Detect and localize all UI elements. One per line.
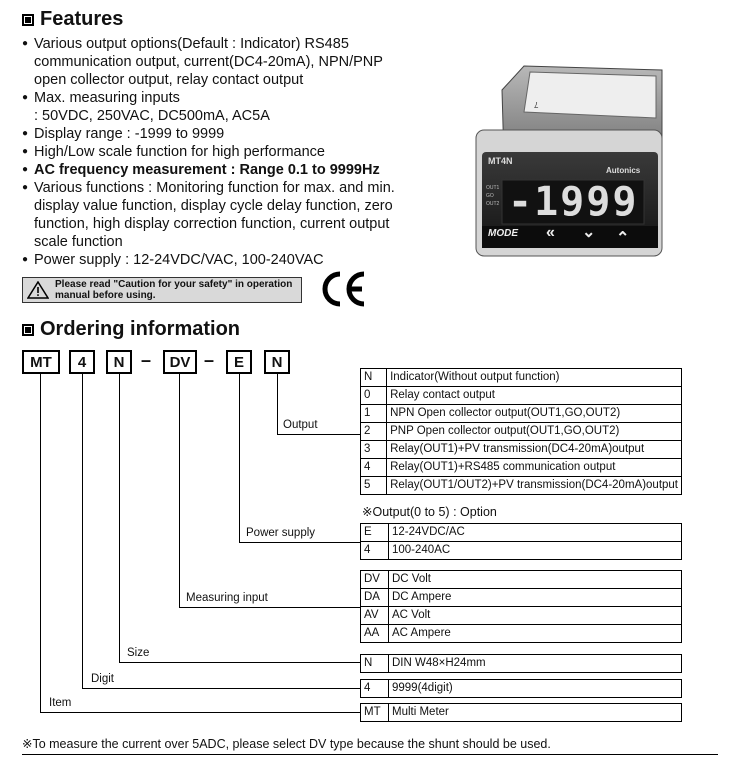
description-cell: Indicator(Without output function) [387,369,682,387]
code-box-size: N [106,350,132,374]
label-digit: Digit [91,673,115,685]
table-row [361,369,682,387]
code-cell: 0 [361,387,387,405]
ce-mark [320,270,368,313]
device-brand: Autonics [606,166,641,175]
footer-rule [22,754,718,755]
label-power-supply: Power supply [246,527,316,539]
code-dash: – [141,350,152,370]
feature-line: communication output, current(DC4-20mA), NPN/PNP [34,54,383,70]
terminal-top: 7 [534,100,539,109]
table-row [361,459,682,477]
feature-line: open collector output, relay contact output [34,72,304,88]
device-image [474,60,664,275]
table-size [360,654,682,673]
feature-line: ● Display range : -1999 to 9999 [34,126,225,142]
feature-line: ● Power supply : 12-24VDC/VAC, 100-240VAC [34,252,324,268]
feature-item [22,89,432,125]
code-cell: 2 [361,423,387,441]
code-cell: 5 [361,477,387,495]
table-row [361,387,682,405]
device-indicators: OUT1 GO OUT2 [486,185,500,207]
code-box-item: MT [22,350,60,374]
label-item: Item [49,697,72,709]
description-cell: NPN Open collector output(OUT1,GO,OUT2) [387,405,682,423]
feature-item [22,161,432,179]
ce-mark-icon [320,270,368,308]
code-cell: 3 [361,441,387,459]
up-button: ⌃ [616,230,630,247]
description-cell: DIN W48×H24mm [389,655,682,673]
table-row [361,571,682,589]
table-row [361,680,682,698]
description-cell: Relay(OUT1/OUT2)+PV transmission(DC4-20mA)output [387,477,682,495]
code-cell: N [361,655,389,673]
description-cell: Relay(OUT1)+RS485 communication output [387,459,682,477]
code-cell: 1 [361,405,387,423]
table-measuring-input [360,570,682,643]
device-display: -1999 [508,179,639,225]
output-option-note: ※Output(0 to 5) : Option [362,505,497,519]
description-cell: Relay(OUT1)+PV transmission(DC4-20mA)output [387,441,682,459]
label-measuring-input: Measuring input [186,592,268,604]
code-cell: DV [361,571,389,589]
code-dash: – [204,350,215,370]
table-row [361,655,682,673]
table-row [361,589,682,607]
ordering-heading [22,318,240,341]
feature-item [22,251,432,269]
square-bullet-icon [22,14,34,26]
description-cell: DC Ampere [389,589,682,607]
code-cell: AV [361,607,389,625]
table-power-supply [360,523,682,560]
feature-line: function, high display correction function, current output [34,216,390,232]
code-cell: N [361,369,387,387]
description-cell: 100-240AC [389,542,682,560]
table-row [361,477,682,495]
left-button: « [546,224,555,241]
feature-line: scale function [34,234,123,250]
table-row [361,405,682,423]
code-box-output: N [264,350,290,374]
feature-line: ● Max. measuring inputs [34,90,180,106]
features-heading [22,8,123,31]
caution-text: Please read "Caution for your safety" in operation manual before using. [55,279,293,301]
code-box-digit: 4 [69,350,95,374]
table-row [361,625,682,643]
code-cell: AA [361,625,389,643]
features-list [22,35,432,269]
label-size: Size [127,647,150,659]
code-cell: 4 [361,680,389,698]
code-cell: MT [361,704,389,722]
code-cell: E [361,524,389,542]
description-cell: AC Volt [389,607,682,625]
table-output [360,368,682,495]
feature-item [22,35,432,89]
feature-line: ● Various output options(Default : Indicator) RS485 [34,36,349,52]
code-box-power: E [226,350,252,374]
feature-item [22,125,432,143]
table-row [361,423,682,441]
description-cell: Multi Meter [389,704,682,722]
caution-banner [22,277,302,303]
description-cell: PNP Open collector output(OUT1,GO,OUT2) [387,423,682,441]
mode-button: MODE [488,228,518,239]
features-title: Features [40,8,124,30]
feature-line: display value function, display cycle delay function, zero [34,198,393,214]
description-cell: Relay contact output [387,387,682,405]
warning-triangle-icon [27,281,49,299]
description-cell: 9999(4digit) [389,680,682,698]
feature-line: : 50VDC, 250VAC, DC500mA, AC5A [34,108,270,124]
feature-line: ● High/Low scale function for high performance [34,144,325,160]
description-cell: 12-24VDC/AC [389,524,682,542]
table-row [361,704,682,722]
code-cell: DA [361,589,389,607]
feature-item [22,179,432,251]
feature-line: ● Various functions : Monitoring function for max. and min. [34,180,395,196]
label-output: Output [283,419,318,431]
table-row [361,607,682,625]
down-button: ⌄ [582,224,596,241]
code-cell: 4 [361,459,387,477]
feature-item [22,143,432,161]
square-bullet-icon [22,324,34,336]
feature-line: ● AC frequency measurement : Range 0.1 to 9999Hz [34,162,380,178]
table-item [360,703,682,722]
table-row [361,524,682,542]
description-cell: AC Ampere [389,625,682,643]
table-digit [360,679,682,698]
table-row [361,441,682,459]
table-row [361,542,682,560]
ordering-title: Ordering information [40,318,240,340]
footer-note: ※To measure the current over 5ADC, please select DV type because the shunt should be used. [22,737,551,751]
description-cell: DC Volt [389,571,682,589]
code-cell: 4 [361,542,389,560]
code-box-measuring: DV [163,350,197,374]
device-model: MT4N [488,156,513,166]
